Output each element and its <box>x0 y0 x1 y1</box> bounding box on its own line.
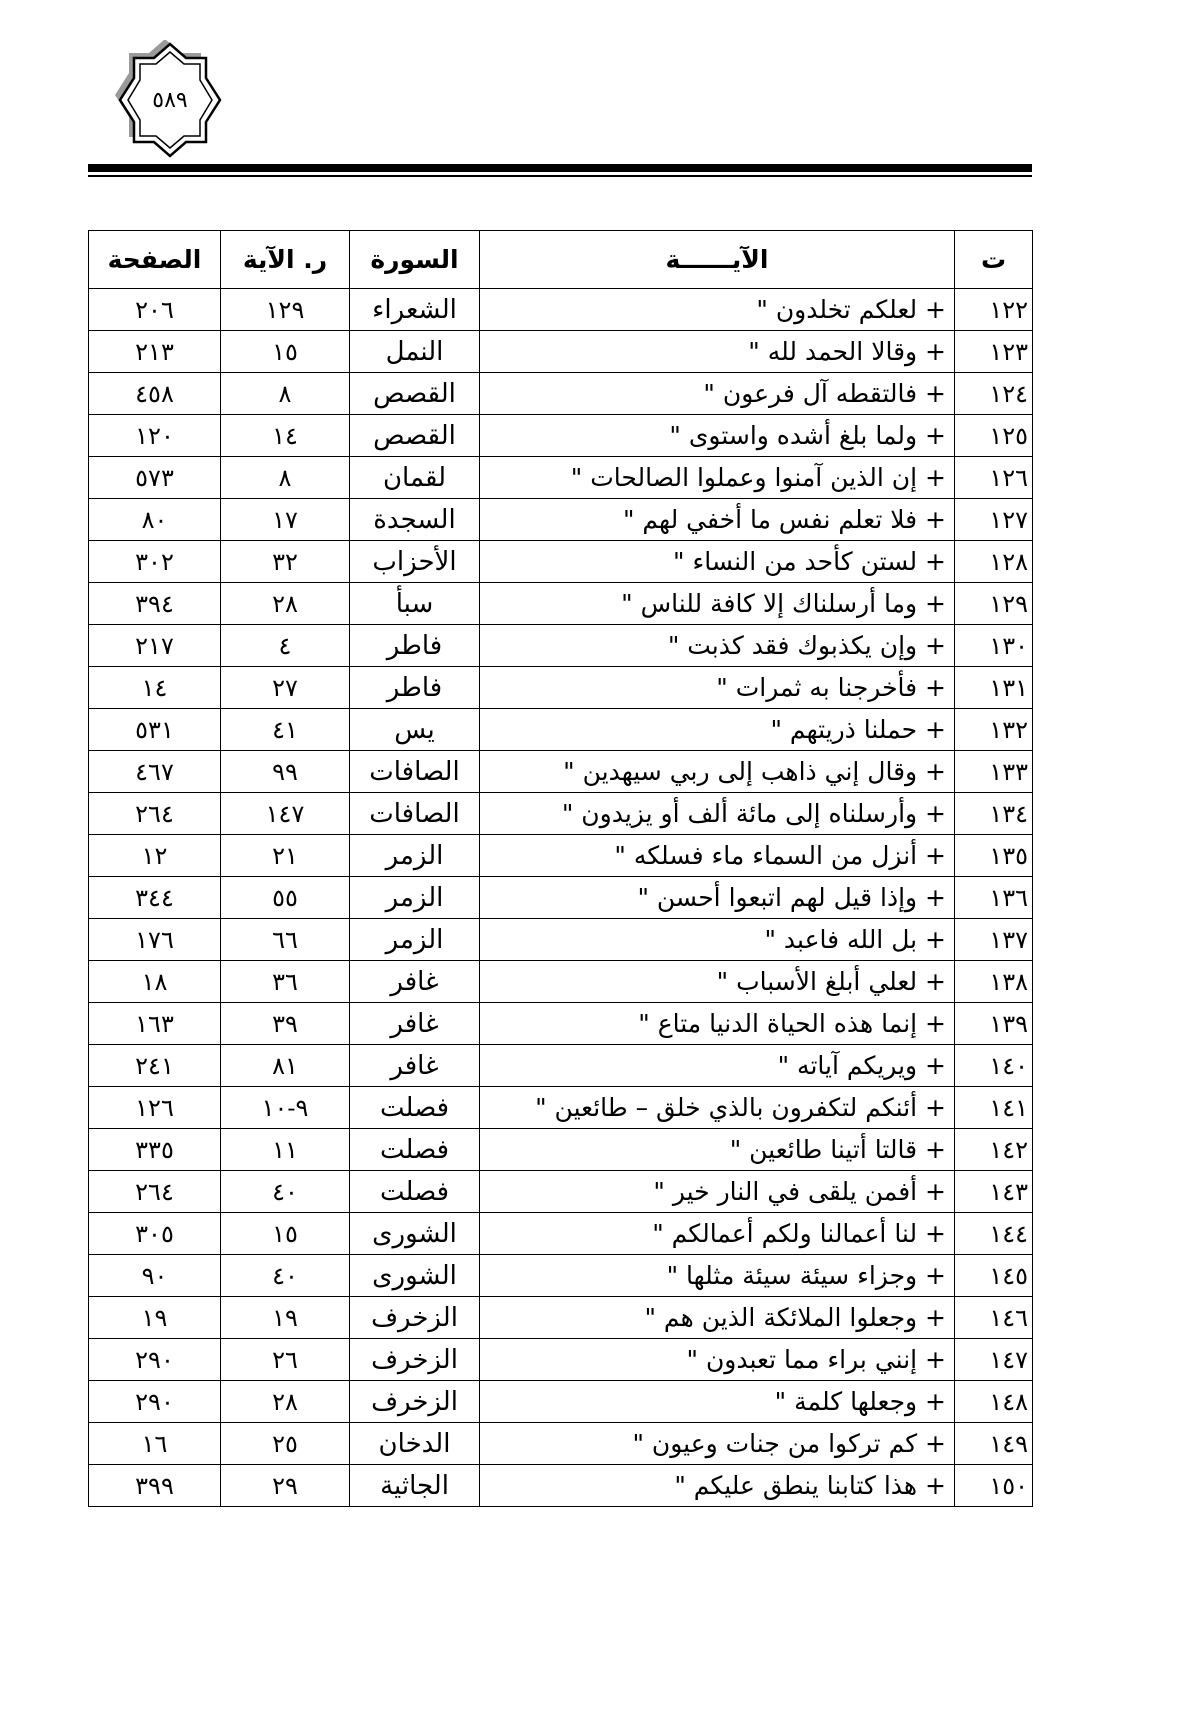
cell-sura: الدخان <box>350 1423 480 1465</box>
cell-verse: + فالتقطه آل فرعون " <box>480 373 955 415</box>
cell-ayah: ٢٧ <box>221 667 350 709</box>
cell-num: ١٣٠ <box>955 625 1033 667</box>
cell-sura: سبأ <box>350 583 480 625</box>
cell-ayah: ٨١ <box>221 1045 350 1087</box>
table-row <box>89 835 1033 877</box>
table-row <box>89 1213 1033 1255</box>
cell-num: ١٢٥ <box>955 415 1033 457</box>
cell-num: ١٤٣ <box>955 1171 1033 1213</box>
cell-page: ٢٦٤ <box>89 793 221 835</box>
cell-num: ١٥٠ <box>955 1465 1033 1507</box>
cell-ayah: ٣٢ <box>221 541 350 583</box>
cell-sura: الشورى <box>350 1255 480 1297</box>
cell-page: ٢١٧ <box>89 625 221 667</box>
cell-verse: + ولما بلغ أشده واستوى " <box>480 415 955 457</box>
header-num: ت <box>955 231 1033 289</box>
table-row <box>89 1423 1033 1465</box>
cell-page: ١٧٦ <box>89 919 221 961</box>
cell-verse: + كم تركوا من جنات وعيون " <box>480 1423 955 1465</box>
cell-ayah: ٤٠ <box>221 1255 350 1297</box>
cell-verse: + إن الذين آمنوا وعملوا الصالحات " <box>480 457 955 499</box>
cell-page: ٥٣١ <box>89 709 221 751</box>
table-row <box>89 709 1033 751</box>
cell-verse: + بل الله فاعبد " <box>480 919 955 961</box>
cell-num: ١٤٤ <box>955 1213 1033 1255</box>
cell-ayah: ٤٠ <box>221 1171 350 1213</box>
cell-ayah: ٢٩ <box>221 1465 350 1507</box>
cell-ayah: ٢٦ <box>221 1339 350 1381</box>
cell-verse: + وما أرسلناك إلا كافة للناس " <box>480 583 955 625</box>
cell-page: ٢٩٠ <box>89 1339 221 1381</box>
table-row <box>89 1087 1033 1129</box>
cell-page: ١٩ <box>89 1297 221 1339</box>
cell-page: ٣٩٩ <box>89 1465 221 1507</box>
cell-page: ٢٦٤ <box>89 1171 221 1213</box>
table-row <box>89 499 1033 541</box>
table-row <box>89 919 1033 961</box>
cell-sura: غافر <box>350 1003 480 1045</box>
cell-sura: فاطر <box>350 667 480 709</box>
cell-sura: غافر <box>350 1045 480 1087</box>
cell-page: ١٦ <box>89 1423 221 1465</box>
cell-verse: + إنما هذه الحياة الدنيا متاع " <box>480 1003 955 1045</box>
cell-ayah: ٥٥ <box>221 877 350 919</box>
table-row <box>89 625 1033 667</box>
verse-index-table <box>88 230 1033 1507</box>
cell-sura: القصص <box>350 373 480 415</box>
table-row <box>89 289 1033 331</box>
cell-num: ١٣٦ <box>955 877 1033 919</box>
header-rule-thin <box>88 175 1032 177</box>
cell-ayah: ١١ <box>221 1129 350 1171</box>
table-row <box>89 1465 1033 1507</box>
header-ayah: ر. الآية <box>221 231 350 289</box>
cell-verse: + وقال إني ذاهب إلى ربي سيهدين " <box>480 751 955 793</box>
cell-sura: الصافات <box>350 793 480 835</box>
cell-ayah: ٣٦ <box>221 961 350 1003</box>
cell-page: ٤٦٧ <box>89 751 221 793</box>
table-row <box>89 1045 1033 1087</box>
table-row <box>89 415 1033 457</box>
cell-verse: + فلا تعلم نفس ما أخفي لهم " <box>480 499 955 541</box>
cell-page: ٢٠٦ <box>89 289 221 331</box>
table-header-row <box>89 231 1033 289</box>
cell-ayah: ٢٥ <box>221 1423 350 1465</box>
cell-num: ١٤٢ <box>955 1129 1033 1171</box>
table-row <box>89 793 1033 835</box>
cell-num: ١٤٠ <box>955 1045 1033 1087</box>
cell-sura: الشورى <box>350 1213 480 1255</box>
table-row <box>89 583 1033 625</box>
cell-verse: + لستن كأحد من النساء " <box>480 541 955 583</box>
cell-verse: + قالتا أتينا طائعين " <box>480 1129 955 1171</box>
cell-page: ٣٣٥ <box>89 1129 221 1171</box>
cell-num: ١٤١ <box>955 1087 1033 1129</box>
header-page: الصفحة <box>89 231 221 289</box>
cell-page: ٥٧٣ <box>89 457 221 499</box>
table-body <box>89 289 1033 1507</box>
cell-sura: غافر <box>350 961 480 1003</box>
cell-verse: + أئنكم لتكفرون بالذي خلق – طائعين " <box>480 1087 955 1129</box>
cell-verse: + فأخرجنا به ثمرات " <box>480 667 955 709</box>
cell-verse: + وإذا قيل لهم اتبعوا أحسن " <box>480 877 955 919</box>
cell-sura: الزخرف <box>350 1381 480 1423</box>
cell-sura: الزمر <box>350 919 480 961</box>
cell-ayah: ١٤٧ <box>221 793 350 835</box>
table-row <box>89 1255 1033 1297</box>
cell-page: ٣٠٥ <box>89 1213 221 1255</box>
cell-sura: يس <box>350 709 480 751</box>
cell-page: ٩٠ <box>89 1255 221 1297</box>
cell-ayah: ١٧ <box>221 499 350 541</box>
cell-sura: الصافات <box>350 751 480 793</box>
cell-ayah: ١٥ <box>221 1213 350 1255</box>
cell-sura: لقمان <box>350 457 480 499</box>
cell-ayah: ١٩ <box>221 1297 350 1339</box>
table-row <box>89 667 1033 709</box>
table-row <box>89 1171 1033 1213</box>
cell-num: ١٣١ <box>955 667 1033 709</box>
cell-sura: القصص <box>350 415 480 457</box>
cell-sura: الزخرف <box>350 1339 480 1381</box>
cell-page: ٨٠ <box>89 499 221 541</box>
cell-verse: + حملنا ذريتهم " <box>480 709 955 751</box>
table-row <box>89 961 1033 1003</box>
cell-num: ١٢٣ <box>955 331 1033 373</box>
cell-ayah: ٣٩ <box>221 1003 350 1045</box>
cell-page: ١٨ <box>89 961 221 1003</box>
cell-sura: فاطر <box>350 625 480 667</box>
table-row <box>89 1003 1033 1045</box>
table-row <box>89 1297 1033 1339</box>
cell-page: ٢٤١ <box>89 1045 221 1087</box>
header-verse: الآيــــــة <box>480 231 955 289</box>
table-row <box>89 457 1033 499</box>
cell-num: ١٣٣ <box>955 751 1033 793</box>
cell-page: ١٦٣ <box>89 1003 221 1045</box>
cell-num: ١٣٧ <box>955 919 1033 961</box>
cell-ayah: ٩٩ <box>221 751 350 793</box>
cell-verse: + إنني براء مما تعبدون " <box>480 1339 955 1381</box>
table-row <box>89 541 1033 583</box>
cell-ayah: ٨ <box>221 373 350 415</box>
cell-sura: الشعراء <box>350 289 480 331</box>
cell-num: ١٤٥ <box>955 1255 1033 1297</box>
table-row <box>89 1129 1033 1171</box>
cell-num: ١٣٢ <box>955 709 1033 751</box>
cell-sura: الزخرف <box>350 1297 480 1339</box>
cell-ayah: ٨ <box>221 457 350 499</box>
table-row <box>89 877 1033 919</box>
cell-sura: الزمر <box>350 835 480 877</box>
cell-page: ١٢٠ <box>89 415 221 457</box>
cell-ayah: ١٥ <box>221 331 350 373</box>
cell-verse: + وجعلها كلمة " <box>480 1381 955 1423</box>
cell-verse: + هذا كتابنا ينطق عليكم " <box>480 1465 955 1507</box>
cell-page: ٣٩٤ <box>89 583 221 625</box>
cell-verse: + أفمن يلقى في النار خير " <box>480 1171 955 1213</box>
cell-ayah: ٤ <box>221 625 350 667</box>
cell-sura: النمل <box>350 331 480 373</box>
cell-ayah: ٢٨ <box>221 583 350 625</box>
cell-sura: فصلت <box>350 1129 480 1171</box>
cell-verse: + لنا أعمالنا ولكم أعمالكم " <box>480 1213 955 1255</box>
cell-verse: + أنزل من السماء ماء فسلكه " <box>480 835 955 877</box>
cell-num: ١٤٧ <box>955 1339 1033 1381</box>
cell-ayah: ٩-١٠ <box>221 1087 350 1129</box>
cell-num: ١٢٦ <box>955 457 1033 499</box>
cell-page: ١٢ <box>89 835 221 877</box>
cell-ayah: ٢٨ <box>221 1381 350 1423</box>
table-row <box>89 1339 1033 1381</box>
cell-verse: + لعلي أبلغ الأسباب " <box>480 961 955 1003</box>
cell-verse: + وجعلوا الملائكة الذين هم " <box>480 1297 955 1339</box>
cell-page: ١٤ <box>89 667 221 709</box>
cell-ayah: ١٢٩ <box>221 289 350 331</box>
cell-ayah: ١٤ <box>221 415 350 457</box>
cell-verse: + ويريكم آياته " <box>480 1045 955 1087</box>
table-row <box>89 751 1033 793</box>
cell-page: ٢١٣ <box>89 331 221 373</box>
cell-verse: + وقالا الحمد لله " <box>480 331 955 373</box>
cell-page: ٣٠٢ <box>89 541 221 583</box>
cell-verse: + وجزاء سيئة سيئة مثلها " <box>480 1255 955 1297</box>
cell-num: ١٣٥ <box>955 835 1033 877</box>
header-rule-thick <box>88 164 1032 172</box>
table-row <box>89 373 1033 415</box>
cell-verse: + وإن يكذبوك فقد كذبت " <box>480 625 955 667</box>
cell-num: ١٢٧ <box>955 499 1033 541</box>
header-sura: السورة <box>350 231 480 289</box>
cell-sura: الأحزاب <box>350 541 480 583</box>
cell-num: ١٢٩ <box>955 583 1033 625</box>
cell-num: ١٤٦ <box>955 1297 1033 1339</box>
cell-ayah: ٢١ <box>221 835 350 877</box>
cell-verse: + وأرسلناه إلى مائة ألف أو يزيدون " <box>480 793 955 835</box>
cell-num: ١٤٨ <box>955 1381 1033 1423</box>
page-number-badge <box>100 40 240 160</box>
cell-page: ٣٤٤ <box>89 877 221 919</box>
cell-page: ١٢٦ <box>89 1087 221 1129</box>
cell-num: ١٤٩ <box>955 1423 1033 1465</box>
page-number: ٥٨٩ <box>152 87 188 113</box>
cell-num: ١٣٩ <box>955 1003 1033 1045</box>
cell-sura: فصلت <box>350 1171 480 1213</box>
cell-sura: السجدة <box>350 499 480 541</box>
cell-sura: فصلت <box>350 1087 480 1129</box>
cell-page: ٤٥٨ <box>89 373 221 415</box>
cell-sura: الجاثية <box>350 1465 480 1507</box>
cell-num: ١٣٨ <box>955 961 1033 1003</box>
cell-ayah: ٤١ <box>221 709 350 751</box>
cell-num: ١٢٢ <box>955 289 1033 331</box>
table-row <box>89 1381 1033 1423</box>
cell-verse: + لعلكم تخلدون " <box>480 289 955 331</box>
cell-ayah: ٦٦ <box>221 919 350 961</box>
table-row <box>89 331 1033 373</box>
cell-page: ٢٩٠ <box>89 1381 221 1423</box>
cell-num: ١٢٨ <box>955 541 1033 583</box>
cell-num: ١٣٤ <box>955 793 1033 835</box>
cell-sura: الزمر <box>350 877 480 919</box>
cell-num: ١٢٤ <box>955 373 1033 415</box>
